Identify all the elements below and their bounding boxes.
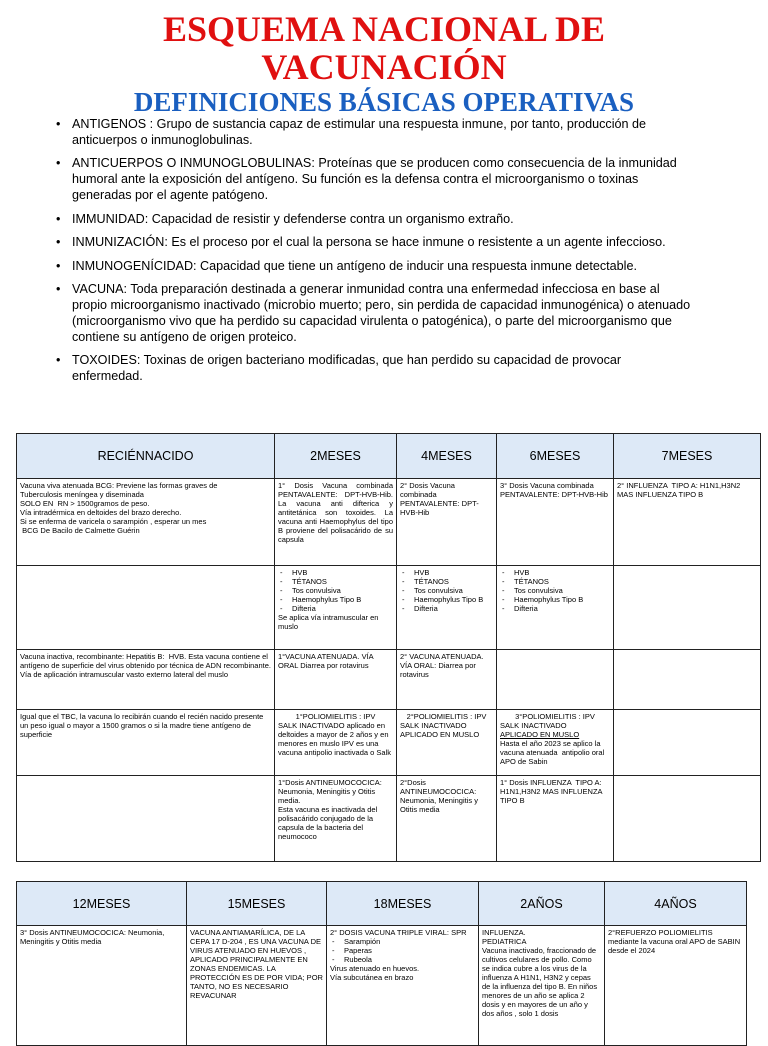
table-row xyxy=(17,479,761,566)
header-18-meses: 18MESES xyxy=(327,882,479,926)
header-7-meses: 7MESES xyxy=(614,434,761,479)
cell-neumococo-1: 1°Dosis ANTINEUMOCOCICA: Neumonia, Meningitis y Otitis media. Esta vacuna es inactivada del polisacárido conjugado de la capsula de la bacteria del neumococo xyxy=(275,776,397,862)
header-4-anos: 4AÑOS xyxy=(605,882,747,926)
cell-polio-2: 2°POLIOMIELITIS : IPV SALK INACTIVADO APLICADO EN MUSLO xyxy=(397,710,497,776)
cell-pentavalente-1: 1° Dosis Vacuna combinada PENTAVALENTE: DPT-HVB-Hib. La vacuna anti difterica y antitetánica son toxoides. La vacuna anti Haemophylus del tipo B proviene del polisacárido de su capsula xyxy=(275,479,397,566)
cell-neumococo-2: 2°Dosis ANTINEUMOCOCICA: Neumonia, Meningitis y Otitis media xyxy=(397,776,497,862)
cell-pentavalente-components-3: - HVB - TÉTANOS - Tos convulsiva - Haemophylus Tipo B - Difteria xyxy=(497,566,614,650)
definition-item: • INMUNIZACIÓN: Es el proceso por el cual la persona se hace inmune o resistente a un agente infeccioso. xyxy=(56,235,666,250)
cell-pentavalente-3: 3° Dosis Vacuna combinada PENTAVALENTE: DPT-HVB-Hib xyxy=(497,479,614,566)
cell-empty xyxy=(497,650,614,710)
cell-pentavalente-components-2: - HVB - TÉTANOS - Tos convulsiva - Haemophylus Tipo B - Difteria xyxy=(397,566,497,650)
table-row xyxy=(17,710,761,776)
definition-item: • ANTICUERPOS O INMUNOGLOBULINAS: Proteínas que se producen como consecuencia de la inmunidad humoral ante la exposición del antígeno. Su función es la defensa contra el microorganismo o toxinas generadas por el agente patógeno. xyxy=(56,156,677,203)
cell-empty xyxy=(614,650,761,710)
schedule-table-toddler xyxy=(16,881,747,1046)
header-12-meses: 12MESES xyxy=(17,882,187,926)
cell-rotavirus-1: 1°VACUNA ATENUADA. VÍA ORAL Diarrea por rotavirus xyxy=(275,650,397,710)
page-title-line-1: ESQUEMA NACIONAL DE xyxy=(162,9,606,49)
cell-influenza-1: 1° Dosis INFLUENZA TIPO A: H1N1,H3N2 MAS INFLUENZA TIPO B xyxy=(497,776,614,862)
header-15-meses: 15MESES xyxy=(187,882,327,926)
table-row xyxy=(17,776,761,862)
cell-hepatitis-b-note: Igual que el TBC, la vacuna lo recibirán cuando el recién nacido presente un peso igual o mayor a 1500 gramos o si la madre tiene antígeno de superficie xyxy=(17,710,275,776)
definition-item: • IMMUNIDAD: Capacidad de resistir y defenderse contra un organismo extraño. xyxy=(56,211,514,226)
header-6-meses: 6MESES xyxy=(497,434,614,479)
cell-empty xyxy=(614,566,761,650)
cell-triple-viral: 2° DOSIS VACUNA TRIPLE VIRAL: SPR - Sarampión - Paperas - Rubeola Virus atenuado en huevos. Vía subcutánea en brazo xyxy=(327,926,479,1046)
definition-item: • ANTIGENOS : Grupo de sustancia capaz de estimular una respuesta inmune, por tanto, producción de anticuerpos o inmunoglobulinas. xyxy=(56,117,647,147)
cell-refuerzo-polio: 2°REFUERZO POLIOMIELITIS mediante la vacuna oral APO de SABIN desde el 2024 xyxy=(605,926,747,1046)
header-recien-nacido: RECIÉNNACIDO xyxy=(17,434,275,479)
cell-neumococo-3: 3° Dosis ANTINEUMOCOCICA: Neumonia, Meningitis y Otitis media xyxy=(17,926,187,1046)
cell-empty xyxy=(614,710,761,776)
cell-empty xyxy=(17,566,275,650)
cell-antiamarilica: VACUNA ANTIAMARÍLICA, DE LA CEPA 17 D-204 , ES UNA VACUNA DE VIRUS ATENUADO EN HUEVOS , APLICADO PRINCIPALMENTE EN ZONAS ENDEMICAS. LA PROTECCIÓN ES DE POR VIDA; POR TANTO, NO ES NECESARIO REVACUNAR xyxy=(187,926,327,1046)
cell-hepatitis-b: Vacuna inactiva, recombinante: Hepatitis B: HVB. Esta vacuna contiene el antígeno de superficie del virus obtenido por técnica de ADN recombinante. Vía de aplicación intramuscular vasto externo lateral del muslo xyxy=(17,650,275,710)
cell-influenza-pediatrica: INFLUENZA. PEDIATRICA Vacuna inactivado, fraccionado de cultivos celulares de pollo. Como se indica cubre a los virus de la influenza A H1N1, H3N2 y cepas de la influenza del tipo B. En niños menores de un año se aplica 2 dosis y en mayores de un año y dos años , solo 1 dosis xyxy=(479,926,605,1046)
cell-influenza-2: 2° INFLUENZA TIPO A: H1N1,H3N2 MAS INFLUENZA TIPO B xyxy=(614,479,761,566)
definitions-list xyxy=(52,116,692,392)
table-header-row xyxy=(17,882,747,926)
cell-empty xyxy=(614,776,761,862)
cell-rotavirus-2: 2° VACUNA ATENUADA. VÍA ORAL: Diarrea por rotavirus xyxy=(397,650,497,710)
schedule-table-infant xyxy=(16,433,761,862)
cell-polio-1: 1°POLIOMIELITIS : IPV SALK INACTIVADO aplicado en deltoides a mayor de 2 años y en menores en muslo IPV es una vacuna antipolio inactivada o Salk xyxy=(275,710,397,776)
table-header-row xyxy=(17,434,761,479)
definition-item: • TOXOIDES: Toxinas de origen bacteriano modificadas, que han perdido su capacidad de provocar enfermedad. xyxy=(56,353,622,384)
page-subtitle: DEFINICIONES BÁSICAS OPERATIVAS xyxy=(133,87,635,117)
definition-item: • INMUNOGENÍCIDAD: Capacidad que tiene un antígeno de inducir una respuesta inmune detectable. xyxy=(56,258,637,273)
page-title-line-2: VACUNACIÓN xyxy=(261,47,507,87)
table-row xyxy=(17,926,747,1046)
definition-item: • VACUNA: Toda preparación destinada a generar inmunidad contra una enfermedad infecciosa en base al propio microorganismo inactivado (microbio muerto; pero, sin perdida de capacidad inmunogénica) o atenuado (microorganismo vivo que ha perdido su capacidad virulenta o patogénica), o parte del microorganismo que contiene su antígeno de origen proteico. xyxy=(56,281,691,344)
header-4-meses: 4MESES xyxy=(397,434,497,479)
header-2-meses: 2MESES xyxy=(275,434,397,479)
cell-polio-3: 3°POLIOMIELITIS : IPV SALK INACTIVADO APLICADO EN MUSLO Hasta el año 2023 se aplico la vacuna atenuada antipolio oral APO de Sabin xyxy=(497,710,614,776)
cell-pentavalente-2: 2° Dosis Vacuna combinada PENTAVALENTE: DPT-HVB-Hib xyxy=(397,479,497,566)
table-row xyxy=(17,650,761,710)
table-row xyxy=(17,566,761,650)
cell-pentavalente-components-1: - HVB - TÉTANOS - Tos convulsiva - Haemophylus Tipo B - Difteria Se aplica vía intramuscular en muslo xyxy=(275,566,397,650)
cell-bcg: Vacuna viva atenuada BCG: Previene las formas graves de Tuberculosis meníngea y diseminada SOLO EN RN > 1500gramos de peso. Vía intradérmica en deltoides del brazo derecho. Si se enferma de varicela o sarampión , esperar un mes BCG De Bacilo de Calmette Guérin xyxy=(17,479,275,566)
cell-empty xyxy=(17,776,275,862)
header-2-anos: 2AÑOS xyxy=(479,882,605,926)
